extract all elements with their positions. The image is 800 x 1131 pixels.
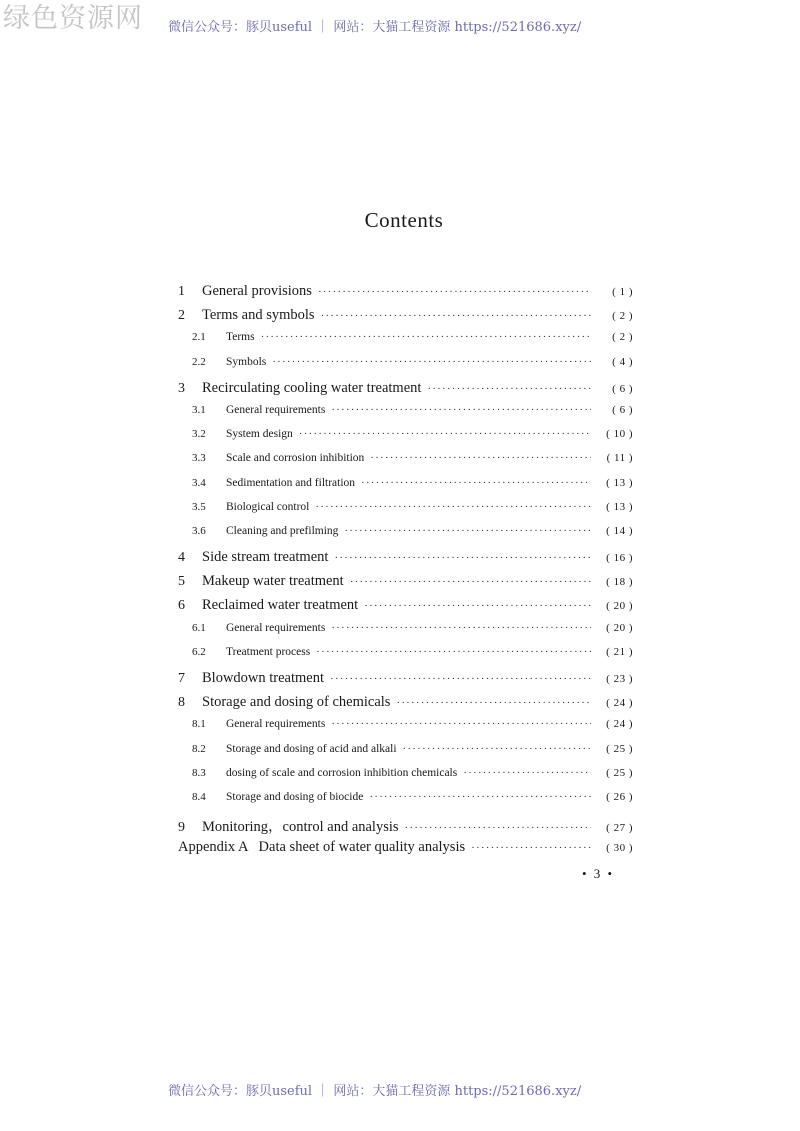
toc-entry-label: Symbols xyxy=(226,355,267,368)
toc-entry-1[interactable] xyxy=(178,283,633,307)
toc-entry-number: 6 xyxy=(178,598,185,614)
toc-entry-page: ( 24 ) xyxy=(606,718,633,731)
toc-entry-2-2[interactable] xyxy=(178,356,633,380)
dot-leader xyxy=(471,842,591,854)
toc-entry-number: 3.6 xyxy=(192,524,206,537)
toc-entry-number: 3.4 xyxy=(192,476,206,489)
dot-leader xyxy=(321,310,591,322)
toc-entry-2-1[interactable] xyxy=(178,331,633,355)
toc-entry-page: ( 25 ) xyxy=(606,742,633,755)
toc-entry-page: ( 2 ) xyxy=(612,331,633,344)
dot-leader xyxy=(315,501,591,513)
dot-leader xyxy=(331,622,591,634)
toc-entry-label: General provisions xyxy=(202,283,312,299)
toc-entry-page: ( 10 ) xyxy=(606,428,633,441)
toc-entry-number: 4 xyxy=(178,550,185,566)
toc-entry-label: Storage and dosing of acid and alkali xyxy=(226,742,397,755)
toc-entry-label: Cleaning and prefilming xyxy=(226,524,339,537)
toc-entry-number: 8.1 xyxy=(192,718,206,731)
toc-entry-8-4[interactable] xyxy=(178,791,633,815)
toc-entry-label: Terms and symbols xyxy=(202,307,315,324)
toc-entry-page: ( 13 ) xyxy=(606,476,633,489)
dot-leader xyxy=(350,576,591,588)
toc-entry-number: 2.1 xyxy=(192,331,206,344)
dot-leader xyxy=(331,718,591,730)
toc-entry-number: 3.3 xyxy=(192,452,206,465)
toc-entry-label: General requirements xyxy=(226,718,326,731)
toc-entry-label: General requirements xyxy=(226,403,326,416)
toc-entry-label: System design xyxy=(226,428,293,441)
toc-entry-page: ( 30 ) xyxy=(606,842,633,855)
toc-entry-number: 3.5 xyxy=(192,500,206,513)
toc-entry-label: Scale and corrosion inhibition xyxy=(226,452,365,465)
dot-leader xyxy=(261,331,591,343)
dot-leader xyxy=(364,600,591,612)
toc-entry-number: 1 xyxy=(178,284,185,299)
toc-entry-page: ( 2 ) xyxy=(612,310,633,323)
toc-entry-page: ( 16 ) xyxy=(606,552,633,565)
dot-leader xyxy=(334,552,591,564)
toc-entry-page: ( 27 ) xyxy=(606,822,633,835)
dot-leader xyxy=(370,452,591,464)
dot-leader xyxy=(331,404,591,416)
toc-entry-8[interactable] xyxy=(178,694,633,718)
toc-entry-6-1[interactable] xyxy=(178,622,633,646)
toc-entry-number: 3 xyxy=(178,380,185,396)
dot-leader xyxy=(369,791,591,803)
toc-entry-number: 2 xyxy=(178,308,185,324)
watermark-logo: 绿色资源网 xyxy=(3,3,143,34)
dot-leader xyxy=(403,743,591,755)
toc-entry-page: ( 18 ) xyxy=(606,576,633,589)
toc-entry-3-6[interactable] xyxy=(178,525,633,549)
dot-leader xyxy=(396,697,591,709)
toc-entry-page: ( 20 ) xyxy=(606,600,633,613)
watermark-bottom-text: 微信公众号：豚贝useful ｜ 网站：大猫工程资源 https://521686.xyz/ xyxy=(168,1084,582,1099)
toc-entry-3-3[interactable] xyxy=(178,452,633,476)
toc-entry-3-1[interactable] xyxy=(178,404,633,428)
toc-entry-page: ( 26 ) xyxy=(606,790,633,803)
toc-entry-label: Treatment process xyxy=(226,645,311,658)
toc-entry-page: ( 13 ) xyxy=(606,500,633,513)
toc-entry-page: ( 4 ) xyxy=(612,355,633,368)
toc-entry-7[interactable] xyxy=(178,670,633,694)
toc-entry-number: 6.2 xyxy=(192,645,206,658)
dot-leader xyxy=(361,477,591,489)
toc-entry-label: General requirements xyxy=(226,621,326,634)
toc-entry-label: Makeup water treatment xyxy=(202,573,344,590)
toc-entry-page: ( 1 ) xyxy=(612,286,633,298)
toc-entry-3[interactable] xyxy=(178,380,633,404)
toc-entry-5[interactable] xyxy=(178,573,633,597)
toc-entry-label: Terms xyxy=(226,331,255,344)
toc-entry-3-5[interactable] xyxy=(178,501,633,525)
toc-entry-label: Biological control xyxy=(226,500,310,513)
toc-entry-number: 8.2 xyxy=(192,742,206,755)
toc-entry-label: Monitoring，control and analysis xyxy=(202,819,399,836)
toc-entry-number: 9 xyxy=(178,820,185,836)
page-title: Contents xyxy=(364,208,444,232)
toc-entry-label: Storage and dosing of biocide xyxy=(226,790,364,803)
toc-entry-number: 5 xyxy=(178,574,185,590)
toc-entry-appendix-a[interactable] xyxy=(178,839,633,863)
dot-leader xyxy=(272,356,591,368)
toc-entry-page: ( 23 ) xyxy=(606,673,633,685)
toc-entry-page: ( 24 ) xyxy=(606,697,633,710)
toc-entry-number: 3.2 xyxy=(192,428,206,441)
toc-entry-label: Appendix A Data sheet of water quality analysis xyxy=(178,839,466,856)
dot-leader xyxy=(405,822,591,834)
page-number: • 3 • xyxy=(582,866,615,881)
toc-entry-4[interactable] xyxy=(178,549,633,573)
toc-entry-page: ( 21 ) xyxy=(606,645,633,658)
toc-entry-label: Storage and dosing of chemicals xyxy=(202,694,391,711)
toc-entry-number: 8.3 xyxy=(192,766,206,779)
dot-leader xyxy=(344,525,591,537)
watermark-top-text: 微信公众号：豚贝useful ｜ 网站：大猫工程资源 https://521686.xyz/ xyxy=(168,20,582,35)
toc-entry-number: 7 xyxy=(178,671,185,686)
toc-entry-page: ( 20 ) xyxy=(606,621,633,634)
toc-entry-3-2[interactable] xyxy=(178,428,633,452)
toc-entry-6[interactable] xyxy=(178,597,633,621)
toc-entry-number: 6.1 xyxy=(192,621,206,634)
toc-entry-label: Recirculating cooling water treatment xyxy=(202,379,422,396)
toc-entry-9[interactable] xyxy=(178,815,633,839)
toc-entry-number: 2.2 xyxy=(192,355,206,368)
toc-entry-3-4[interactable] xyxy=(178,477,633,501)
toc-entry-label: Sedimentation and filtration xyxy=(226,476,356,489)
table-of-contents xyxy=(178,283,633,864)
toc-entry-label: Reclaimed water treatment xyxy=(202,597,359,614)
dot-leader xyxy=(427,383,591,395)
toc-entry-number: 8 xyxy=(178,695,185,711)
toc-entry-8-2[interactable] xyxy=(178,743,633,767)
toc-entry-6-2[interactable] xyxy=(178,646,633,670)
dot-leader xyxy=(463,767,591,779)
dot-leader xyxy=(299,428,591,440)
toc-entry-label: Blowdown treatment xyxy=(202,670,325,686)
toc-entry-page: ( 11 ) xyxy=(606,452,633,465)
toc-entry-page: ( 6 ) xyxy=(612,403,633,416)
toc-entry-8-1[interactable] xyxy=(178,718,633,742)
toc-entry-number: 8.4 xyxy=(192,790,206,803)
dot-leader xyxy=(330,673,591,685)
toc-entry-page: ( 6 ) xyxy=(612,382,633,395)
dot-leader xyxy=(318,286,591,298)
toc-entry-page: ( 25 ) xyxy=(606,766,633,779)
dot-leader xyxy=(316,646,591,658)
toc-entry-2[interactable] xyxy=(178,307,633,331)
toc-entry-page: ( 14 ) xyxy=(606,524,633,537)
toc-entry-label: dosing of scale and corrosion inhibition chemicals xyxy=(226,766,458,779)
toc-entry-8-3[interactable] xyxy=(178,767,633,791)
toc-entry-number: 3.1 xyxy=(192,403,206,416)
toc-entry-label: Side stream treatment xyxy=(202,549,329,566)
